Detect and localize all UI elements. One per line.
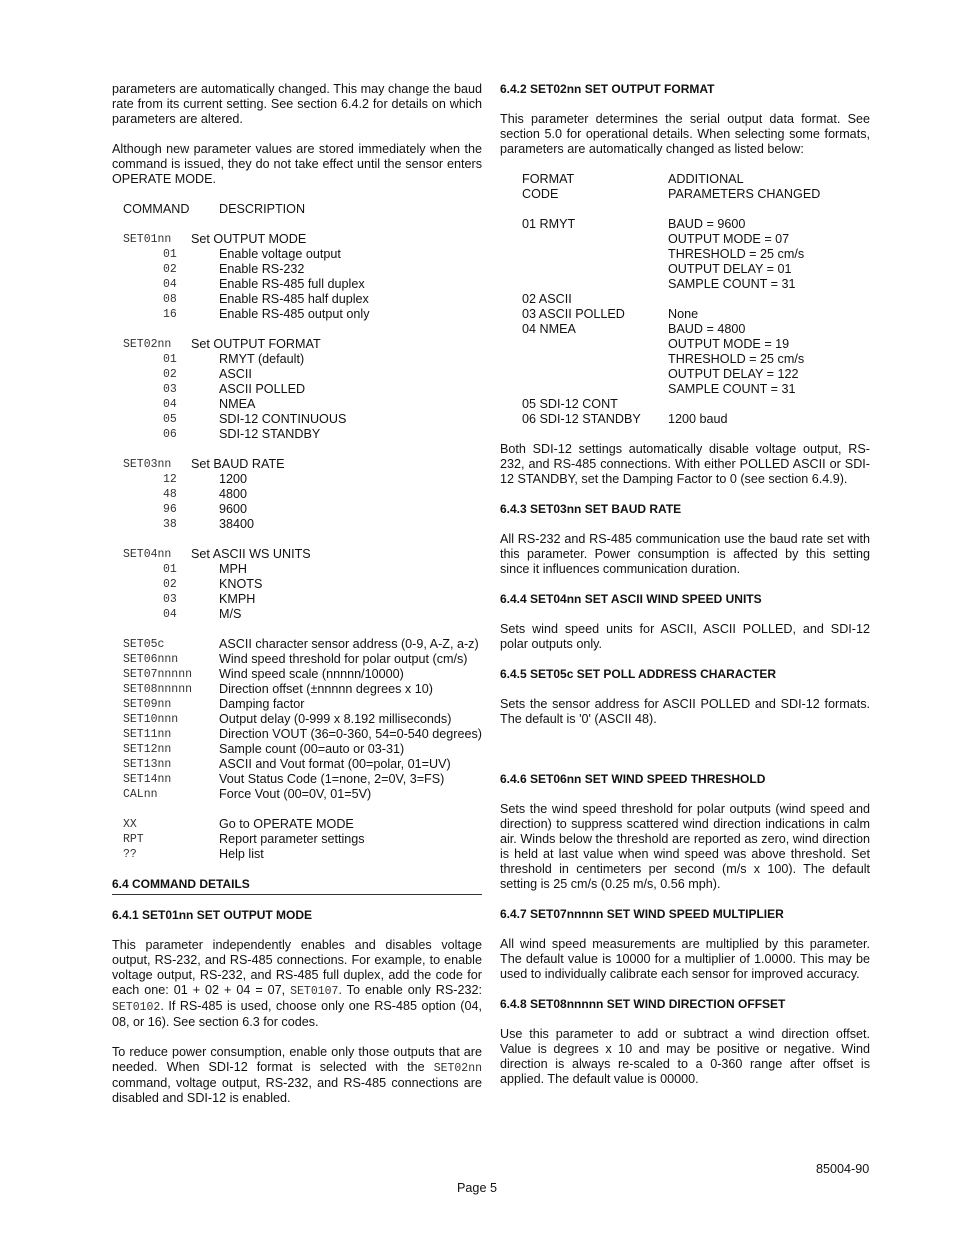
command-description: Wind speed threshold for polar output (cm/s)	[219, 652, 468, 666]
option-description: Enable RS-232	[219, 262, 305, 276]
format-code	[522, 337, 668, 352]
section-heading: 6.4.1 SET01nn SET OUTPUT MODE	[112, 908, 313, 922]
section-heading: 6.4.4 SET04nn SET ASCII WIND SPEED UNITS	[500, 592, 762, 606]
format-code: 04 NMEA	[522, 322, 576, 336]
command-code: SET03nn	[123, 458, 172, 471]
text: . To enable only RS-232:	[338, 983, 482, 997]
command-option-row	[123, 562, 482, 577]
command-option-row	[123, 352, 482, 367]
option-description: SDI-12 STANDBY	[219, 427, 321, 441]
option-code: 48	[163, 488, 177, 501]
format-header-cell: ADDITIONAL	[668, 172, 744, 186]
format-table-row	[522, 382, 870, 397]
option-description: KNOTS	[219, 577, 263, 591]
format-code	[522, 262, 668, 277]
format-code	[522, 382, 668, 397]
command-code: SET14nn	[123, 773, 172, 786]
parameters-changed: OUTPUT MODE = 19	[668, 337, 790, 351]
command-code: SET11nn	[123, 728, 172, 741]
command-row	[123, 772, 482, 787]
format-table-row	[522, 307, 870, 322]
command-header: COMMAND	[123, 202, 190, 216]
format-table-row	[522, 217, 870, 232]
format-table-row	[522, 247, 870, 262]
parameters-changed: 1200 baud	[668, 412, 728, 426]
option-description: M/S	[219, 607, 242, 621]
command-description: Vout Status Code (1=none, 2=0V, 3=FS)	[219, 772, 445, 786]
parameters-changed: None	[668, 307, 699, 321]
command-description: ASCII character sensor address (0-9, A-Z, a-z)	[219, 637, 479, 651]
text: This parameter independently enables and disables voltage output, RS-232, and RS-485 connections. For example, to enable voltage output, RS-232, and RS-485 full duplex, add the code for each one: 01 + 02 + 04 = 07,	[112, 938, 482, 997]
left-column	[112, 82, 482, 1106]
format-header-cell: CODE	[522, 187, 559, 201]
option-description: 1200	[219, 472, 248, 486]
command-description: Set ASCII WS UNITS	[191, 547, 311, 561]
format-code	[522, 352, 668, 367]
command-option-row	[123, 577, 482, 592]
option-code: 01	[163, 353, 177, 366]
command-code: ??	[123, 848, 137, 861]
option-description: MPH	[219, 562, 247, 576]
format-code: 03 ASCII POLLED	[522, 307, 625, 321]
command-row	[123, 697, 482, 712]
option-code: 02	[163, 368, 177, 381]
option-description: Enable RS-485 output only	[219, 307, 370, 321]
command-description: Report parameter settings	[219, 832, 365, 846]
paragraph: Sets wind speed units for ASCII, ASCII POLLED, and SDI-12 polar outputs only.	[500, 622, 870, 651]
code-text: SET0102	[112, 1001, 161, 1014]
option-description: Enable RS-485 full duplex	[219, 277, 365, 291]
command-row	[123, 727, 482, 742]
description-header: DESCRIPTION	[219, 202, 306, 216]
paragraph: Both SDI-12 settings automatically disable voltage output, RS-232, and RS-485 connections. With either POLLED ASCII or SDI-12 STANDBY, set the Damping Factor to 0 (see section 6.4.9).	[500, 442, 870, 486]
format-table-row	[522, 367, 870, 382]
command-code: RPT	[123, 833, 144, 846]
option-description: NMEA	[219, 397, 256, 411]
command-group-header	[123, 547, 482, 562]
command-option-row	[123, 277, 482, 292]
command-row	[123, 682, 482, 697]
command-code: SET06nnn	[123, 653, 179, 666]
section-heading: 6.4.8 SET08nnnnn SET WIND DIRECTION OFFSET	[500, 997, 786, 1011]
command-description: Direction VOUT (36=0-360, 54=0-540 degrees)	[219, 727, 482, 741]
command-code: SET12nn	[123, 743, 172, 756]
command-description: Help list	[219, 847, 264, 861]
command-group-header	[123, 232, 482, 247]
format-header-cell: PARAMETERS CHANGED	[668, 187, 821, 201]
option-code: 38	[163, 518, 177, 531]
option-code: 01	[163, 563, 177, 576]
section-heading: 6.4.7 SET07nnnnn SET WIND SPEED MULTIPLIER	[500, 907, 784, 921]
paragraph: Sets the wind speed threshold for polar outputs (wind speed and direction) to suppress scattered wind direction indications in calm air. Winds below the threshold are reported as zero, wind direction is held at last value when wind speed was above threshold. Set threshold in centimeters per second (m/s x 100). The default setting is 25 cm/s (0.25 m/s, 0.56 mph).	[500, 802, 870, 891]
parameters-changed	[668, 292, 870, 307]
command-code: SET04nn	[123, 548, 172, 561]
command-row	[123, 652, 482, 667]
paragraph: Use this parameter to add or subtract a wind direction offset. Value is degrees x 10 and may be positive or negative. Wind direction is always re-scaled to a 0-360 range after offset is applied. The default value is 00000.	[500, 1027, 870, 1086]
document-number: 85004-90	[816, 1162, 870, 1176]
command-row	[123, 637, 482, 652]
other-commands	[123, 817, 482, 862]
option-code: 06	[163, 428, 177, 441]
command-row	[123, 742, 482, 757]
option-description: Enable RS-485 half duplex	[219, 292, 369, 306]
format-header-cell: FORMAT	[522, 172, 575, 186]
format-code	[522, 277, 668, 292]
format-table-row	[522, 277, 870, 292]
option-code: 04	[163, 278, 177, 291]
format-table-row	[522, 337, 870, 352]
text: command, voltage output, RS-232, and RS-485 connections are disabled and SDI-12 is enabled.	[112, 1076, 482, 1105]
command-code: SET10nnn	[123, 713, 179, 726]
command-code: XX	[123, 818, 137, 831]
command-option-row	[123, 472, 482, 487]
command-description: Sample count (00=auto or 03-31)	[219, 742, 405, 756]
text: To reduce power consumption, enable only those outputs that are needed. When SDI-12 format is selected with the	[112, 1045, 482, 1074]
command-description: Output delay (0-999 x 8.192 milliseconds)	[219, 712, 452, 726]
command-option-row	[123, 427, 482, 442]
parameters-changed: OUTPUT DELAY = 122	[668, 367, 799, 381]
command-option-row	[123, 292, 482, 307]
option-code: 08	[163, 293, 177, 306]
section-heading: 6.4.3 SET03nn SET BAUD RATE	[500, 502, 682, 516]
parameters-changed	[668, 397, 870, 412]
page-number: Page 5	[457, 1181, 497, 1195]
command-option-row	[123, 262, 482, 277]
section-heading: 6.4.2 SET02nn SET OUTPUT FORMAT	[500, 82, 715, 96]
command-option-row	[123, 397, 482, 412]
paragraph: This parameter determines the serial output data format. See section 5.0 for operational details. When selecting some formats, parameters are automatically changed as listed below:	[500, 112, 870, 156]
paragraph	[112, 1045, 482, 1106]
command-table-header	[123, 202, 482, 217]
text: . If RS-485 is used, choose only one RS-485 option (04, 08, or 16). See section 6.3 for codes.	[112, 999, 482, 1029]
format-code	[522, 247, 668, 262]
option-code: 01	[163, 248, 177, 261]
option-description: ASCII	[219, 367, 252, 381]
command-code: SET13nn	[123, 758, 172, 771]
command-group-header	[123, 457, 482, 472]
option-description: Enable voltage output	[219, 247, 341, 261]
command-row	[123, 832, 482, 847]
format-table-row	[522, 397, 870, 412]
option-description: ASCII POLLED	[219, 382, 306, 396]
format-code	[522, 232, 668, 247]
command-option-row	[123, 517, 482, 532]
parameters-changed: BAUD = 9600	[668, 217, 746, 231]
format-table-row	[522, 412, 870, 427]
code-text: SET02nn	[433, 1062, 482, 1075]
format-table-row	[522, 352, 870, 367]
option-description: SDI-12 CONTINUOUS	[219, 412, 347, 426]
command-code: SET01nn	[123, 233, 172, 246]
code-text: SET0107	[290, 985, 339, 998]
option-code: 02	[163, 263, 177, 276]
command-group-header	[123, 337, 482, 352]
paragraph	[112, 938, 482, 1030]
single-commands	[123, 637, 482, 802]
option-code: 03	[163, 593, 177, 606]
command-option-row	[123, 592, 482, 607]
command-description: Damping factor	[219, 697, 305, 711]
command-code: SET07nnnnn	[123, 668, 193, 681]
format-table-row	[522, 292, 870, 307]
command-row	[123, 712, 482, 727]
format-code: 02 ASCII	[522, 292, 572, 306]
command-description: Force Vout (00=0V, 01=5V)	[219, 787, 372, 801]
option-code: 16	[163, 308, 177, 321]
command-groups	[123, 232, 482, 637]
paragraph: Sets the sensor address for ASCII POLLED and SDI-12 formats. The default is '0' (ASCII 48).	[500, 697, 870, 726]
paragraph: All RS-232 and RS-485 communication use the baud rate set with this parameter. Power consumption is affected by this setting since it influences communication duration.	[500, 532, 870, 576]
paragraph: All wind speed measurements are multiplied by this parameter. The default value is 10000 for a multiplier of 1.0000. This may be used to individually calibrate each sensor for improved accuracy.	[500, 937, 870, 981]
command-row	[123, 757, 482, 772]
command-code: CALnn	[123, 788, 158, 801]
command-option-row	[123, 487, 482, 502]
command-code: SET05c	[123, 638, 165, 651]
section-heading: 6.4.5 SET05c SET POLL ADDRESS CHARACTER	[500, 667, 777, 681]
format-table-row	[522, 262, 870, 277]
command-description: Set OUTPUT MODE	[191, 232, 307, 246]
format-table-row	[522, 322, 870, 337]
section-heading: 6.4 COMMAND DETAILS	[112, 877, 250, 891]
command-description: Go to OPERATE MODE	[219, 817, 354, 831]
option-code: 04	[163, 398, 177, 411]
command-option-row	[123, 412, 482, 427]
parameters-changed: OUTPUT MODE = 07	[668, 232, 790, 246]
format-code	[522, 367, 668, 382]
parameters-changed: BAUD = 4800	[668, 322, 746, 336]
command-row	[123, 847, 482, 862]
parameters-changed: SAMPLE COUNT = 31	[668, 382, 796, 396]
paragraph: Although new parameter values are stored immediately when the command is issued, they do not take effect until the sensor enters OPERATE MODE.	[112, 142, 482, 186]
option-code: 02	[163, 578, 177, 591]
parameters-changed: SAMPLE COUNT = 31	[668, 277, 796, 291]
command-code: SET08nnnnn	[123, 683, 193, 696]
format-code: 01 RMYT	[522, 217, 576, 231]
option-code: 04	[163, 608, 177, 621]
parameters-changed: OUTPUT DELAY = 01	[668, 262, 792, 276]
command-code: SET09nn	[123, 698, 172, 711]
command-option-row	[123, 607, 482, 622]
format-code: 05 SDI-12 CONT	[522, 397, 618, 411]
command-description: ASCII and Vout format (00=polar, 01=UV)	[219, 757, 451, 771]
option-description: 38400	[219, 517, 255, 531]
format-table-header	[522, 172, 870, 187]
format-table-header	[522, 187, 870, 202]
parameters-changed: THRESHOLD = 25 cm/s	[668, 352, 805, 366]
command-code: SET02nn	[123, 338, 172, 351]
command-row	[123, 667, 482, 682]
option-description: KMPH	[219, 592, 256, 606]
command-description: Set BAUD RATE	[191, 457, 285, 471]
option-code: 12	[163, 473, 177, 486]
command-description: Direction offset (±nnnnn degrees x 10)	[219, 682, 433, 696]
command-option-row	[123, 367, 482, 382]
format-code: 06 SDI-12 STANDBY	[522, 412, 641, 426]
command-option-row	[123, 247, 482, 262]
parameters-changed: THRESHOLD = 25 cm/s	[668, 247, 805, 261]
paragraph: parameters are automatically changed. This may change the baud rate from its current setting. See section 6.4.2 for details on which parameters are altered.	[112, 82, 482, 126]
command-row	[123, 787, 482, 802]
option-code: 05	[163, 413, 177, 426]
command-description: Wind speed scale (nnnnn/10000)	[219, 667, 404, 681]
format-table-row	[522, 232, 870, 247]
command-option-row	[123, 307, 482, 322]
command-row	[123, 817, 482, 832]
option-description: RMYT (default)	[219, 352, 305, 366]
option-code: 96	[163, 503, 177, 516]
option-description: 9600	[219, 502, 248, 516]
option-code: 03	[163, 383, 177, 396]
command-option-row	[123, 382, 482, 397]
right-column	[500, 82, 870, 1087]
command-description: Set OUTPUT FORMAT	[191, 337, 321, 351]
command-table	[123, 202, 482, 862]
section-heading: 6.4.6 SET06nn SET WIND SPEED THRESHOLD	[500, 772, 766, 786]
format-table	[522, 172, 870, 427]
option-description: 4800	[219, 487, 248, 501]
command-option-row	[123, 502, 482, 517]
